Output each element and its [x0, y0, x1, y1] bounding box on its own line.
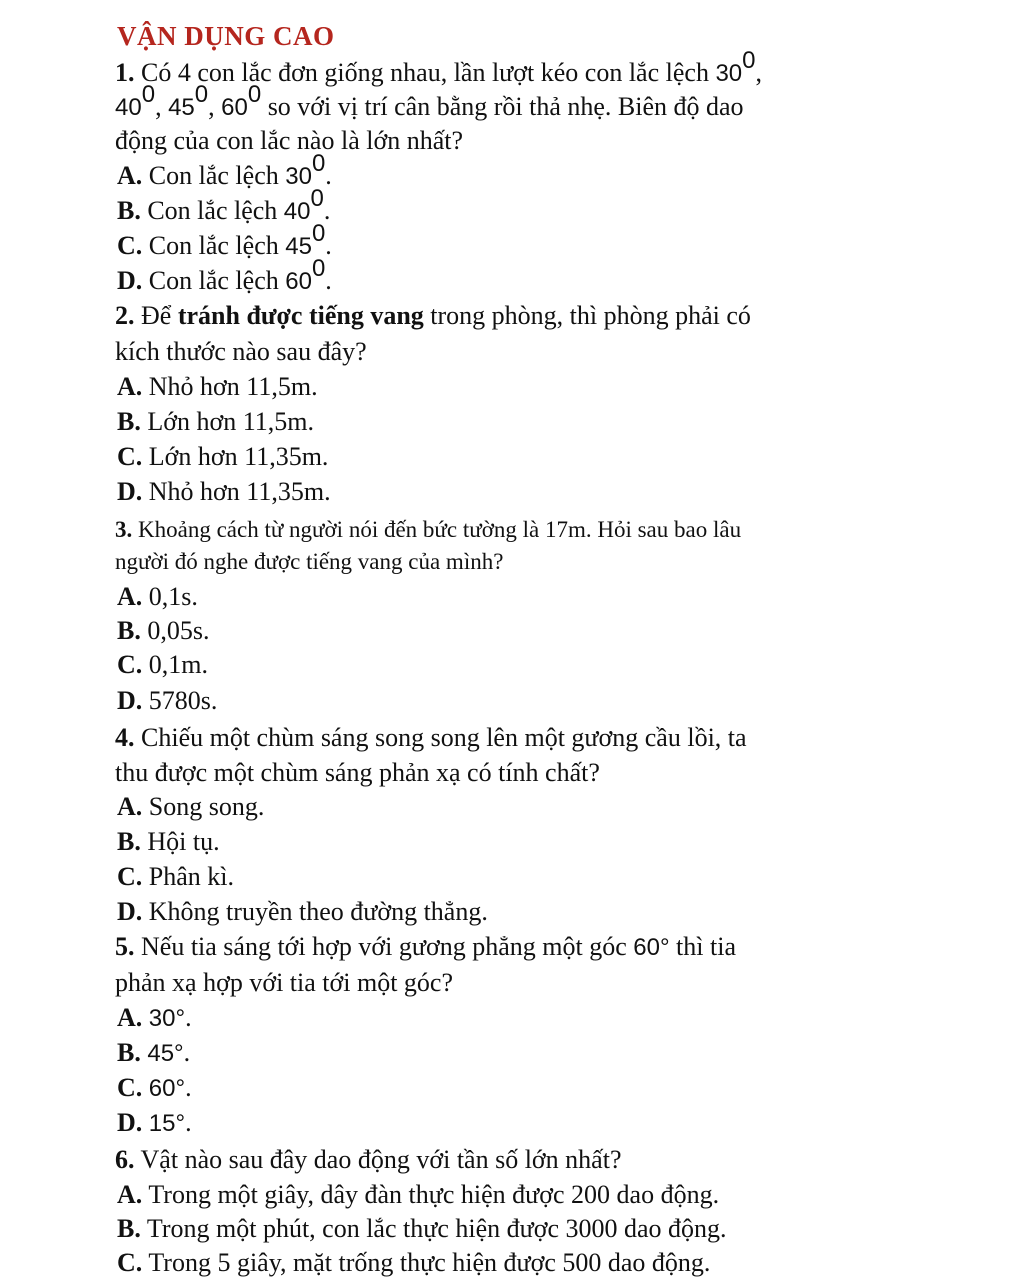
question-number: 1.	[115, 58, 135, 87]
angle-value: 40	[115, 94, 142, 121]
option-text: Song song.	[148, 792, 265, 821]
option-text: Hội tụ.	[147, 827, 220, 856]
question-4-line-2: thu được một chùm sáng phản xạ có tính chất?	[115, 758, 600, 787]
option-value: 30°	[148, 1005, 186, 1032]
option-letter: C.	[117, 442, 143, 471]
degree-superscript: 0	[311, 149, 326, 177]
option-value: 15°	[148, 1110, 186, 1137]
question-6-option-b	[117, 1214, 727, 1244]
option-letter: C.	[117, 231, 143, 260]
option-text: Nhỏ hơn 11,5m.	[148, 372, 318, 401]
option-letter: B.	[117, 1038, 141, 1067]
question-5-option-c	[117, 1073, 192, 1104]
option-end: .	[185, 1003, 192, 1032]
option-letter: C.	[117, 1248, 143, 1277]
question-3-option-c	[117, 650, 208, 680]
degree-superscript: 0	[310, 184, 324, 212]
option-value: 60°	[148, 1075, 186, 1102]
question-1-line-3: động của con lắc nào là lớn nhất?	[115, 126, 464, 155]
option-text: Trong 5 giây, mặt trống thực hiện được 500 dao động.	[148, 1248, 711, 1277]
question-3-option-a	[117, 582, 198, 612]
question-6-option-c	[117, 1248, 710, 1278]
question-5-option-a	[117, 1003, 192, 1034]
question-1-line-1	[115, 46, 762, 89]
question-text: Để	[141, 301, 172, 330]
angle-value: 60°	[633, 934, 670, 961]
option-letter: B.	[117, 616, 141, 645]
option-text: 0,1s.	[148, 582, 198, 611]
option-text: Con lắc lệch	[148, 231, 279, 260]
degree-superscript: 0	[742, 46, 756, 74]
option-text: Trong một giây, dây đàn thực hiện được 200 dao động.	[148, 1180, 720, 1209]
option-end: .	[185, 1108, 192, 1137]
option-letter: C.	[117, 1073, 143, 1102]
option-text: 0,1m.	[148, 650, 209, 679]
question-text: Chiếu một chùm sáng song song lên một gương cầu lồi, ta	[141, 723, 747, 752]
question-4-option-c	[117, 862, 234, 892]
option-letter: C.	[117, 650, 143, 679]
option-letter: D.	[117, 266, 143, 295]
question-4-option-d	[117, 897, 488, 927]
question-3-option-d	[117, 686, 217, 716]
question-number: 3.	[115, 517, 133, 542]
question-2-option-b	[117, 407, 314, 437]
degree-superscript: 0	[247, 80, 262, 108]
degree-superscript: 0	[311, 219, 326, 247]
question-6-option-a	[117, 1180, 719, 1210]
option-letter: A.	[117, 1003, 143, 1032]
option-text: Phân kì.	[148, 862, 235, 891]
option-letter: D.	[117, 1108, 143, 1137]
question-1-line-2	[115, 80, 744, 123]
option-letter: B.	[117, 196, 141, 225]
option-letter: A.	[117, 1180, 143, 1209]
question-text: Có 4 con lắc đơn giống nhau, lần lượt kéo con lắc lệch	[141, 58, 709, 87]
question-5-line-2: phản xạ hợp với tia tới một góc?	[115, 968, 454, 997]
option-text: Con lắc lệch	[147, 196, 278, 225]
question-number: 4.	[115, 723, 135, 752]
question-6-line-1	[115, 1145, 621, 1175]
option-end: .	[325, 161, 332, 190]
option-value: 45°	[147, 1040, 184, 1067]
question-number: 5.	[115, 932, 135, 961]
option-letter: B.	[117, 407, 141, 436]
option-text: Nhỏ hơn 11,35m.	[148, 477, 331, 506]
question-3-option-b	[117, 616, 209, 646]
option-letter: D.	[117, 477, 143, 506]
question-1-option-b	[117, 184, 331, 227]
question-text: trong phòng, thì phòng phải có	[430, 301, 751, 330]
question-number: 2.	[115, 301, 135, 330]
question-text: Vật nào sau đây dao động với tần số lớn nhất?	[140, 1145, 622, 1174]
option-text: 0,05s.	[147, 616, 210, 645]
question-text: thì tia	[676, 932, 736, 961]
option-end: .	[325, 231, 332, 260]
question-3-line-1	[115, 515, 741, 545]
question-2-line-2: kích thước nào sau đây?	[115, 337, 367, 366]
question-4-option-a	[117, 792, 264, 822]
option-text: Trong một phút, con lắc thực hiện được 3000 dao động.	[146, 1214, 727, 1243]
option-letter: B.	[117, 827, 141, 856]
question-1-option-a	[117, 149, 332, 192]
question-2-line-1	[115, 301, 751, 331]
section-title: VẬN DỤNG CAO	[117, 21, 335, 51]
question-1-option-c	[117, 219, 332, 262]
option-letter: A.	[117, 372, 143, 401]
degree-superscript: 0	[194, 80, 209, 108]
option-end: .	[185, 1073, 192, 1102]
question-2-option-c	[117, 442, 328, 472]
option-letter: A.	[117, 792, 143, 821]
degree-superscript: 0	[311, 254, 326, 282]
option-value: 60	[285, 268, 312, 295]
question-number: 6.	[115, 1145, 135, 1174]
question-1-option-d	[117, 254, 332, 297]
angle-value: 60	[221, 94, 248, 121]
option-end: .	[183, 1038, 191, 1067]
option-letter: D.	[117, 897, 143, 926]
option-end: .	[325, 266, 332, 295]
question-emphasis: tránh được tiếng vang	[177, 301, 424, 330]
option-text: 5780s.	[148, 686, 218, 715]
question-4-line-1	[115, 723, 747, 753]
option-text: Lớn hơn 11,35m.	[148, 442, 329, 471]
question-text: so với vị trí cân bằng rồi thả nhẹ. Biên độ dao	[267, 92, 744, 121]
question-5-line-1	[115, 932, 736, 963]
separator: ,	[755, 58, 762, 87]
option-text: Con lắc lệch	[148, 266, 279, 295]
option-value: 40	[283, 198, 311, 225]
separator: ,	[155, 92, 162, 121]
option-text: Lớn hơn 11,5m.	[147, 407, 314, 436]
option-text: Không truyền theo đường thẳng.	[148, 897, 488, 926]
option-letter: B.	[117, 1214, 141, 1243]
question-5-option-b	[117, 1038, 190, 1069]
angle-value: 45	[168, 94, 195, 121]
question-text: Nếu tia sáng tới hợp với gương phẳng một góc	[141, 932, 627, 961]
degree-superscript: 0	[141, 80, 156, 108]
option-text: Con lắc lệch	[148, 161, 279, 190]
question-2-option-a	[117, 372, 318, 402]
option-letter: D.	[117, 686, 143, 715]
question-3-line-2: người đó nghe được tiếng vang của mình?	[115, 549, 504, 574]
question-4-option-b	[117, 827, 220, 857]
option-letter: C.	[117, 862, 143, 891]
question-5-option-d	[117, 1108, 192, 1139]
angle-value: 30	[715, 60, 743, 87]
option-end: .	[323, 196, 331, 225]
question-2-option-d	[117, 477, 331, 507]
separator: ,	[208, 92, 215, 121]
question-text: Khoảng cách từ người nói đến bức tường là 17m. Hỏi sau bao lâu	[138, 517, 742, 542]
option-value: 45	[285, 233, 312, 260]
option-value: 30	[285, 163, 312, 190]
option-letter: A.	[117, 161, 143, 190]
option-letter: A.	[117, 582, 143, 611]
